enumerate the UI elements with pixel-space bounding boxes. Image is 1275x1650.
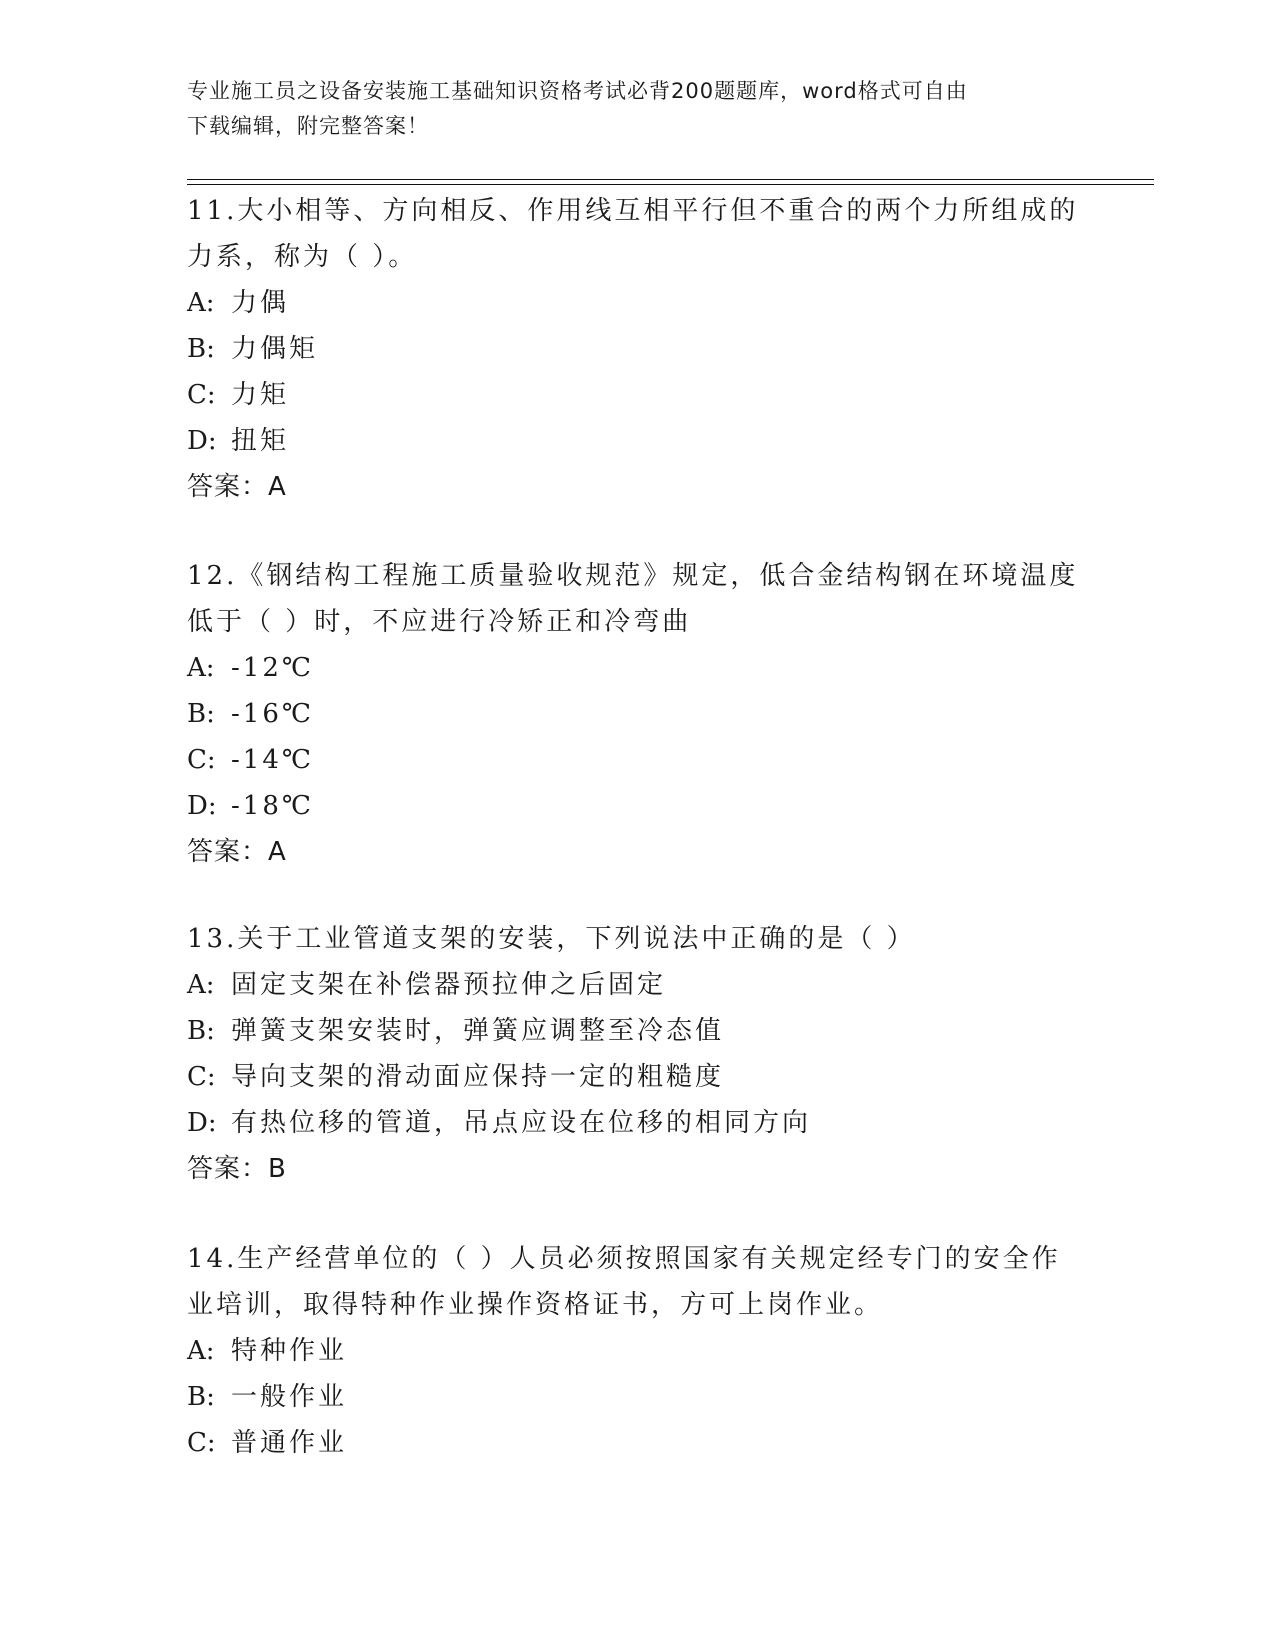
option-text: 固定支架在补偿器预拉伸之后固定 (231, 970, 667, 1000)
option-b (187, 691, 1087, 737)
question-14 (187, 1236, 1087, 1466)
option-key: C: (187, 745, 216, 775)
option-b (187, 1008, 1087, 1054)
option-key: C: (187, 380, 216, 410)
question-stem (187, 553, 1087, 645)
option-key: D: (187, 791, 217, 821)
header-line-2: 下载编辑，附完整答案！ (187, 114, 429, 138)
question-stem-line: 12.《钢结构工程施工质量验收规范》规定，低合金结构钢在环境温度 (187, 561, 1079, 591)
option-c (187, 1054, 1087, 1100)
option-text: -12℃ (231, 653, 314, 683)
question-stem (187, 1236, 1087, 1328)
option-text: -14℃ (231, 745, 314, 775)
option-d (187, 783, 1087, 829)
option-a (187, 962, 1087, 1008)
option-text: 导向支架的滑动面应保持一定的粗糙度 (231, 1062, 725, 1092)
option-text: 有热位移的管道，吊点应设在位移的相同方向 (231, 1108, 812, 1138)
option-key: C: (187, 1428, 216, 1458)
option-c (187, 1420, 1087, 1466)
option-key: B: (187, 1382, 215, 1412)
option-b (187, 1374, 1087, 1420)
option-key: D: (187, 426, 217, 456)
header-divider-top (187, 179, 1154, 180)
option-c (187, 737, 1087, 783)
option-text: -16℃ (231, 699, 314, 729)
option-text: 弹簧支架安装时，弹簧应调整至冷态值 (231, 1016, 725, 1046)
header-divider-bottom (187, 184, 1154, 185)
question-11 (187, 188, 1087, 510)
option-text: 力偶 (231, 288, 290, 318)
option-a (187, 1328, 1087, 1374)
option-key: B: (187, 334, 215, 364)
option-key: A: (187, 288, 215, 318)
option-key: B: (187, 699, 215, 729)
option-key: C: (187, 1062, 216, 1092)
answer-line: 答案：A (187, 472, 287, 502)
option-text: 特种作业 (231, 1336, 348, 1366)
option-key: A: (187, 1336, 215, 1366)
question-stem-line: 11.大小相等、方向相反、作用线互相平行但不重合的两个力所组成的 (187, 196, 1079, 226)
option-d (187, 418, 1087, 464)
option-key: A: (187, 653, 215, 683)
document-header (187, 74, 1067, 144)
option-d (187, 1100, 1087, 1146)
option-b (187, 326, 1087, 372)
question-stem-line: 低于（ ）时，不应进行冷矫正和冷弯曲 (187, 607, 692, 637)
question-stem (187, 916, 1087, 962)
question-stem-line: 13.关于工业管道支架的安装，下列说法中正确的是（ ） (187, 924, 916, 954)
answer-line: 答案：A (187, 837, 287, 867)
question-stem-line: 力系，称为（ ）。 (187, 242, 418, 272)
answer-line: 答案：B (187, 1154, 287, 1184)
option-a (187, 645, 1087, 691)
option-text: 普通作业 (231, 1428, 348, 1458)
question-12 (187, 553, 1087, 875)
question-stem-line: 14.生产经营单位的（ ）人员必须按照国家有关规定经专门的安全作 (187, 1244, 1061, 1274)
option-text: 扭矩 (231, 426, 290, 456)
option-text: -18℃ (231, 791, 314, 821)
option-key: B: (187, 1016, 215, 1046)
option-text: 一般作业 (231, 1382, 348, 1412)
option-text: 力矩 (231, 380, 290, 410)
question-stem-line: 业培训，取得特种作业操作资格证书，方可上岗作业。 (187, 1290, 884, 1320)
option-text: 力偶矩 (231, 334, 319, 364)
option-a (187, 280, 1087, 326)
question-stem (187, 188, 1087, 280)
option-key: A: (187, 970, 215, 1000)
option-key: D: (187, 1108, 217, 1138)
question-13 (187, 916, 1087, 1192)
header-line-1: 专业施工员之设备安装施工基础知识资格考试必背200题题库，word格式可自由 (187, 79, 968, 103)
option-c (187, 372, 1087, 418)
